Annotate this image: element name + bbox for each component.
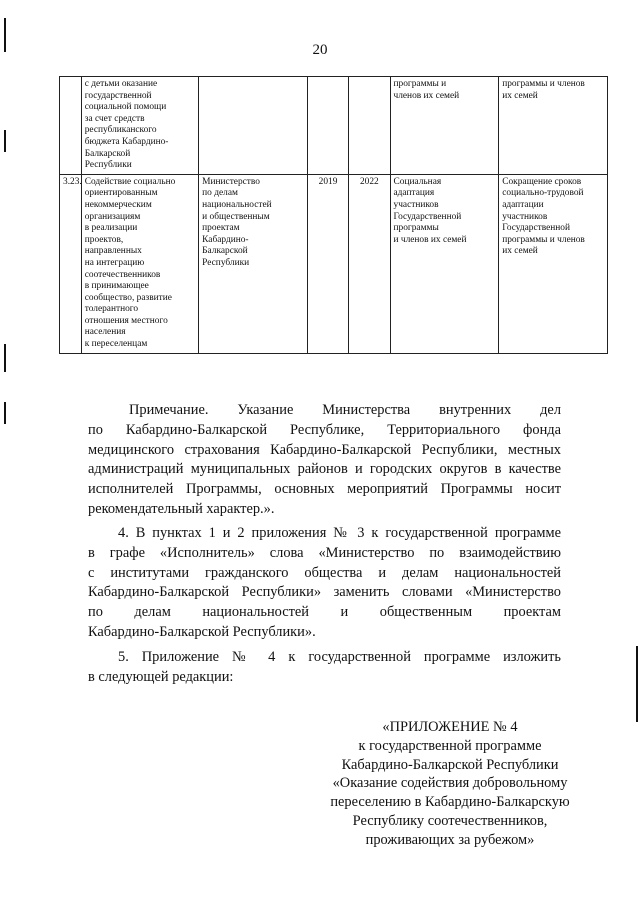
cell-indicator: программы и членов их семей [390,77,499,175]
cell-result: программы и членов их семей [499,77,608,175]
table-row [60,174,608,353]
appendix-title: «ПРИЛОЖЕНИЕ № 4 [382,719,518,735]
appendix-line: проживающих за рубежом» [365,831,535,848]
cell-year-start: 2019 [307,174,348,353]
page-number: 20 [312,42,328,58]
appendix-line: к государственной программе [358,737,542,754]
text-line: 4. В пунктах 1 и 2 приложения № 3 к государственной программе [118,525,561,541]
appendix-line: «Оказание содействия добровольному [332,775,568,792]
scan-edge-mark [4,344,6,372]
item-5-paragraph [88,648,561,688]
table-row [60,77,608,175]
appendix-line: переселению в Кабардино-Балкарскую [330,794,570,811]
cell-executor: Министерство по делам национальностей и общественным проектам Кабардино- Балкарской Республики [199,174,308,353]
appendix-line: Республику соотечественников, [352,812,548,829]
appendix-line: Кабардино-Балкарской Республики [341,756,559,773]
measures-table [59,76,608,354]
scan-edge-mark [4,402,6,424]
text-line: администраций муниципальных районов и городских округов в качестве [88,461,561,478]
cell-num: 3.23. [60,174,82,353]
text-line: Кабардино-Балкарской Республики». [88,623,316,640]
text-line: в следующей редакции: [88,668,234,685]
text-line: по делам национальностей и общественным проектам [88,604,561,621]
scan-edge-mark [636,646,638,722]
cell-executor [199,77,308,175]
text-line: Кабардино-Балкарской Республики» заменить словами «Министерство [88,584,561,601]
cell-year-start [307,77,348,175]
cell-name: с детьми оказание государственной социальной помощи за счет средств республиканского бюджета Кабардино- Балкарской Республики [81,77,198,175]
note-paragraph [88,401,561,520]
scan-edge-mark [4,130,6,152]
appendix-heading [300,718,600,850]
text-line: в графе «Исполнитель» слова «Министерство по взаимодействию [88,544,561,561]
text-line: 5. Приложение № 4 к государственной программе изложить [118,649,561,665]
text-line: с институтами гражданского общества и делам национальностей [88,564,561,581]
text-line: рекомендательный характер.». [88,500,275,517]
cell-num [60,77,82,175]
text-line: исполнителей Программы, основных мероприятий Программы носит [88,481,561,498]
item-4-paragraph [88,524,561,643]
cell-year-end [349,77,390,175]
cell-name: Содействие социально ориентированным некоммерческим организациям в реализации проектов, направленных на интеграцию соотечественников в принимающее сообщество, развитие толерантного отношения местного населения к переселенцам [81,174,198,353]
cell-year-end: 2022 [349,174,390,353]
cell-indicator: Социальная адаптация участников Государственной программы и членов их семей [390,174,499,353]
text-line: по Кабардино-Балкарской Республике, Территориального фонда [88,421,561,438]
text-line: Примечание. Указание Министерства внутренних дел [129,402,561,418]
cell-result: Сокращение сроков социально-трудовой адаптации участников Государственной программы и членов их семей [499,174,608,353]
text-line: медицинского страхования Кабардино-Балкарской Республики, местных [88,441,561,458]
